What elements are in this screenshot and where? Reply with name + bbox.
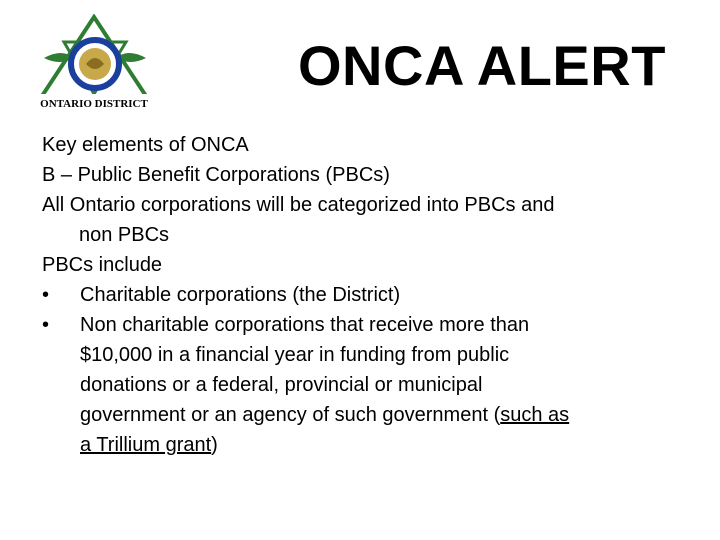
- line-categorization-cont: non PBCs: [79, 224, 170, 246]
- line-pbcs-include: PBCs include: [42, 254, 163, 276]
- line-categorization: All Ontario corporations will be categorized into PBCs and: [42, 194, 555, 216]
- bullet-text-cont: [42, 430, 702, 460]
- bullet-text: Charitable corporations (the District): [80, 284, 401, 306]
- line-key-elements: Key elements of ONCA: [42, 134, 249, 156]
- bullet-text: Non charitable corporations that receive more than: [80, 314, 530, 336]
- bullet-icon: •: [42, 314, 50, 336]
- logo-text: ONTARIO DISTRICT: [40, 98, 148, 110]
- bullet-icon: •: [42, 284, 50, 306]
- bullet-text-cont: $10,000 in a financial year in funding from public: [80, 344, 510, 366]
- bullet-text-plain: ): [211, 434, 218, 456]
- bullet-item-charitable: [42, 280, 702, 310]
- slide-body: [42, 130, 702, 460]
- logo-emblem: [34, 14, 160, 112]
- page-title: ONCA ALERT: [298, 34, 666, 97]
- line-section-b: B – Public Benefit Corporations (PBCs): [42, 164, 390, 186]
- bullet-text-plain: government or an agency of such government (: [80, 404, 501, 426]
- bullet-text-cont: donations or a federal, provincial or municipal: [80, 374, 483, 396]
- bullet-item-non-charitable: [42, 310, 702, 460]
- underlined-text: such as: [500, 404, 570, 426]
- underlined-text: a Trillium grant: [80, 434, 212, 456]
- bullet-text-cont: [42, 400, 702, 430]
- ontario-district-logo: [34, 14, 160, 112]
